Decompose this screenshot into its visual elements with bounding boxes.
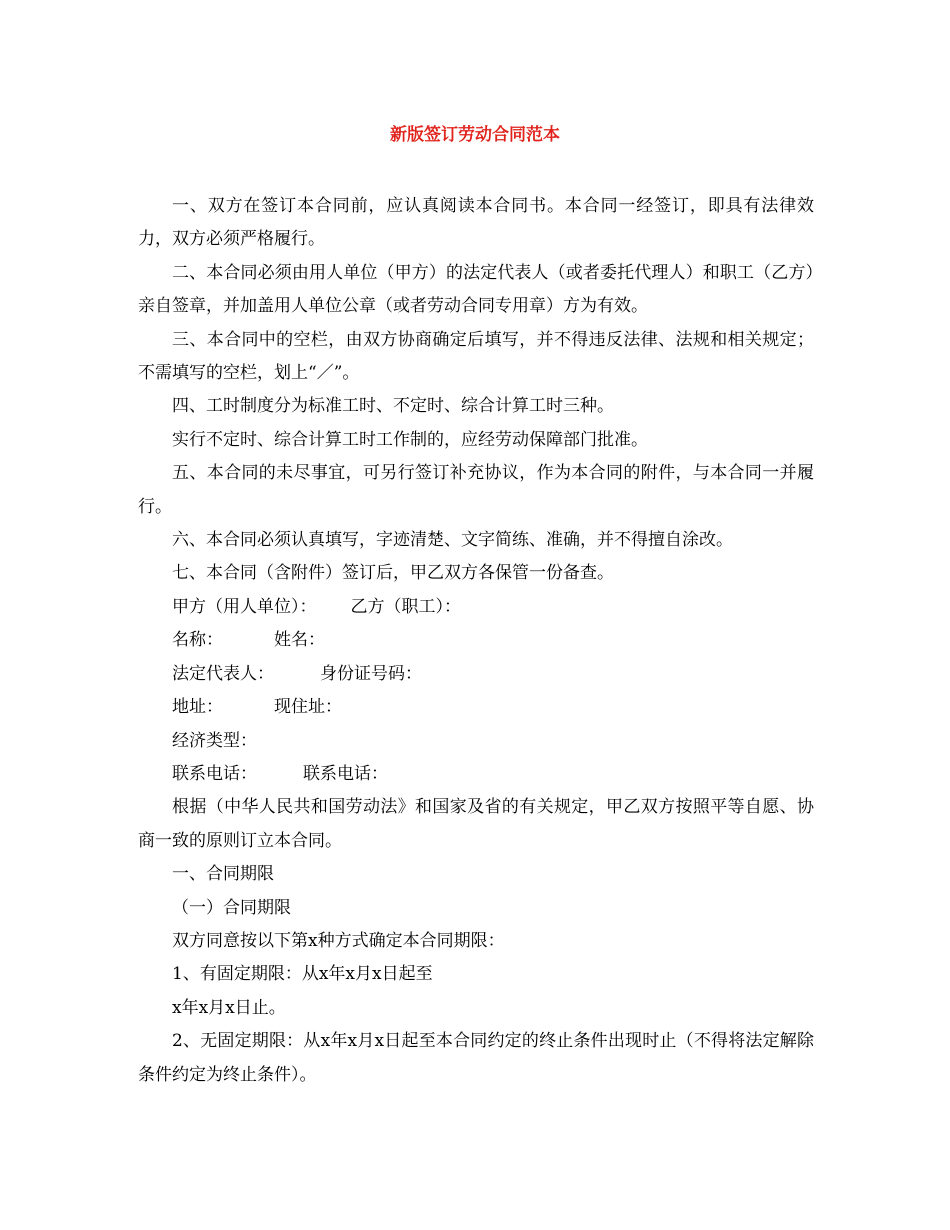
party-a-rep-label: 法定代表人：	[172, 663, 274, 684]
party-row-econ	[138, 725, 814, 758]
party-b-address-label: 现住址：	[274, 697, 342, 718]
party-a-phone-label: 联系电话：	[172, 763, 257, 784]
party-b-label: 乙方（职工）：	[350, 596, 461, 617]
paragraph-fixed-term-end: x年x月x日止。	[172, 997, 286, 1018]
party-row-phone	[138, 758, 814, 791]
paragraph-8: 七、本合同（含附件）签订后，甲乙双方各保管一份备查。	[172, 563, 614, 584]
paragraph-4: 四、工时制度分为标准工时、不定时、综合计算工时三种。	[172, 396, 614, 417]
party-a-econ-type-label: 经济类型：	[172, 730, 257, 751]
paragraph-term-choice: 双方同意按以下第x种方式确定本合同期限：	[172, 930, 505, 951]
paragraph-5: 实行不定时、综合计算工时工作制的，应经劳动保障部门批准。	[172, 429, 648, 450]
paragraph-open-term: 2、无固定期限：从x年x月x日起至本合同约定的终止条件出现时止（不得将法定解除条件约定为终止条件）。	[138, 1031, 814, 1085]
document-body	[138, 190, 814, 1092]
document-title: 新版签订劳动合同范本	[390, 125, 560, 145]
party-b-id-label: 身份证号码：	[320, 663, 422, 684]
paragraph-1: 一、双方在签订本合同前，应认真阅读本合同书。本合同一经签订，即具有法律效力，双方必须严格履行。	[138, 196, 814, 250]
party-a-name-label: 名称：	[172, 630, 223, 651]
paragraph-2: 二、本合同必须由用人单位（甲方）的法定代表人（或者委托代理人）和职工（乙方）亲自签章，并加盖用人单位公章（或者劳动合同专用章）方为有效。	[138, 262, 814, 317]
paragraph-fixed-term: 1、有固定期限：从x年x月x日起至	[172, 964, 433, 985]
paragraph-basis: 根据（中华人民共和国劳动法》和国家及省的有关规定，甲乙双方按照平等自愿、协商一致的原则订立本合同。	[138, 797, 814, 851]
subsection-heading-term: （一）合同期限	[172, 897, 291, 918]
section-heading-term: 一、合同期限	[172, 864, 274, 885]
party-row-address	[138, 691, 814, 724]
paragraph-6: 五、本合同的未尽事宜，可另行签订补充协议，作为本合同的附件，与本合同一并履行。	[138, 463, 814, 517]
party-row-rep	[138, 658, 814, 691]
party-b-name-label: 姓名：	[274, 630, 325, 651]
party-row-header	[138, 591, 814, 624]
paragraph-3: 三、本合同中的空栏，由双方协商确定后填写，并不得违反法律、法规和相关规定；不需填写的空栏，划上“／”。	[138, 329, 814, 384]
party-a-address-label: 地址：	[172, 697, 223, 718]
paragraph-7: 六、本合同必须认真填写，字迹清楚、文字简练、准确，并不得擅自涂改。	[172, 530, 733, 551]
party-b-phone-label: 联系电话：	[303, 763, 388, 784]
party-a-label: 甲方（用人单位）：	[172, 596, 317, 617]
party-row-name	[138, 624, 814, 657]
